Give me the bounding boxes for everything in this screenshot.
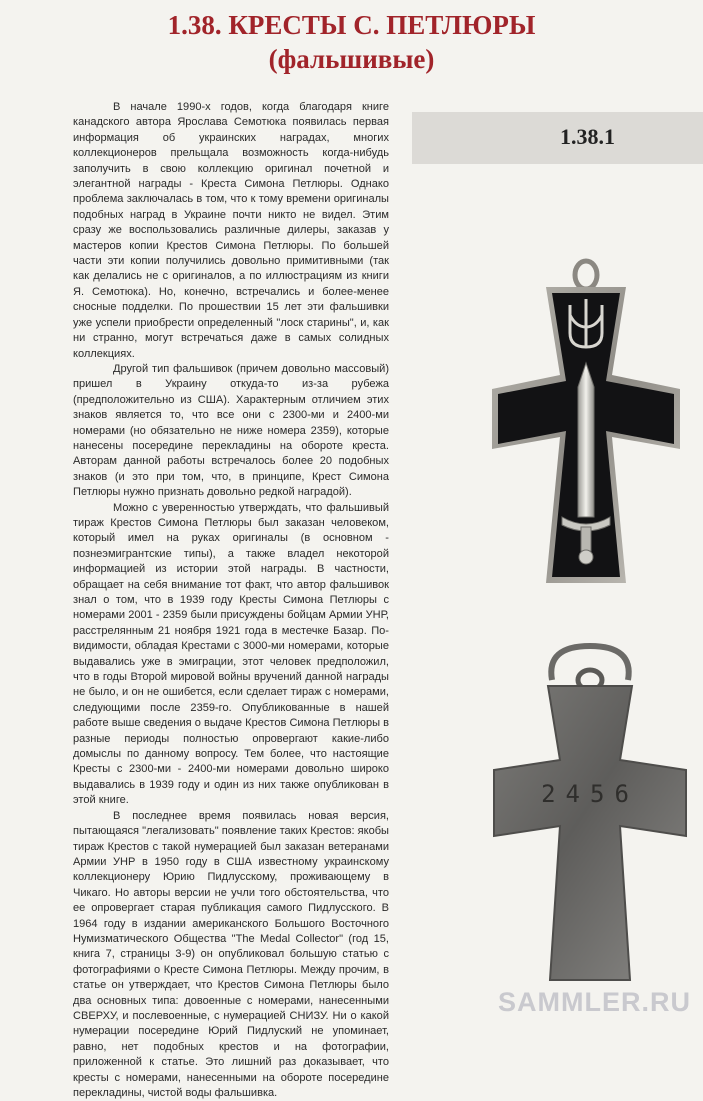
- page-title: [0, 8, 703, 76]
- title-line-1: 1.38. КРЕСТЫ С. ПЕТЛЮРЫ: [167, 10, 536, 40]
- cross-reverse-image: [490, 642, 690, 987]
- serial-number: 2456: [541, 780, 639, 808]
- article-body: [73, 100, 389, 1099]
- paragraph-1: В начале 1990-х годов, когда благодаря книге канадского автора Ярослава Семотюка появилась первая информация об украинских наградах, многих коллекционеров прельщала возможность когда-нибудь заполучить в свою коллекцию оригинал почетной и элегантной награды - Креста Симона Петлюры. Однако проблема заключалась в том, что к тому времени оригиналы подобных наград в Украине почти никто не видел. Этим сразу же воспользовались различные дилеры, заказав у мастеров копии Крестов Симона Петлюры. По большей части эти копии получились довольно примитивными (так как делались не с оригиналов, а по иллюстрациям из книги Я. Семотюка). Но, конечно, встречались и более-менее сносные подделки. По прошествии 15 лет эти фальшивки уже успели приобрести определенный "лоск старины", и, как ни странно, могут встречаться даже в самых солидных коллекциях.: [73, 101, 389, 360]
- watermark: SAMMLER.RU: [498, 987, 691, 1017]
- figure-label: 1.38.1: [560, 124, 615, 149]
- figure-label-band: [412, 112, 703, 164]
- cross-obverse-image: [480, 255, 692, 595]
- paragraph-2: Другой тип фальшивок (причем довольно массовый) пришел в Украину откуда-то из-за рубежа (предположительно из США). Характерным отличием этих знаков является то, что все они с 2300-ми и 2400-ми номерами (но обязательно не ниже номера 2359), которые нанесены посередине перекладины на обороте креста. Авторам данной работы встречалось более 20 подобных знаков (и это при том, что, в принципе, Крест Симона Петлюры нужно признать довольно редкой наградой).: [73, 362, 389, 499]
- paragraph-4: В последнее время появилась новая версия, пытающаяся "легализовать" появление таких Крестов: якобы тираж Крестов с такой нумерацией был заказан ветеранами Армии УНР в 1950 году в США известному украинскому коллекционеру Юрию Пидлусскому, проживающему в Чикаго. Но авторы версии не учли того обстоятельства, что ее опровергает старая публикация самого Пидлусского. В 1964 году в издании американского Большого Восточного Нумизматического Общества "The Medal Collector" (год 15, книга 7, страницы 3-9) он опубликовал большую статью с фотографиями о Кресте Симона Петлюры. Между прочим, в статье он утверждает, что Крестов Симона Петлюры было два основных типа: довоенные с номерами, нанесенными СВЕРХУ, и послевоенные, с нумерацией СНИЗУ. Ни о какой нумерации посередине Юрий Пидлуский не упоминает, равно, нет подобных крестов и на фотографии, приложенной к статье. Это лишний раз доказывает, что кресты с номерами, нанесенными на обороте посередине перекладины, чистой воды фальшивка.: [73, 809, 389, 1099]
- paragraph-3: Можно с уверенностью утверждать, что фальшивый тираж Крестов Симона Петлюры был заказан человеком, который имел на руках оригиналы (в основном - познеэмигрантские типы), а также владел некоторой информацией из истории этой награды. В частности, обращает на себя внимание тот факт, что автор фальшивок знал о том, что в 1939 году Кресты Симона Петлюры с номерами 2001 - 2359 были присуждены бойцам Армии УНР, расстрелянным 21 ноября 1921 года в местечке Базар. По-видимости, обладая Крестами с 3000-ми номерами, которые выдавались уже в эмиграции, этот человек предположил, что в годы Второй мировой войны вручений данной награды не было, и он не ошибется, если сделает тираж с номерами, следующими после 2359-го. Опубликованные в нашей работе выше сведения о выдаче Крестов Симона Петлюры в разные периоды полностью опровергают какие-либо домыслы по данному вопросу. Тем более, что настоящие Кресты с 2300-ми - 2400-ми номерами довольно широко выдавались в 1939 году и один из них также опубликован в этой книге.: [73, 501, 389, 807]
- title-line-2: (фальшивые): [268, 44, 435, 74]
